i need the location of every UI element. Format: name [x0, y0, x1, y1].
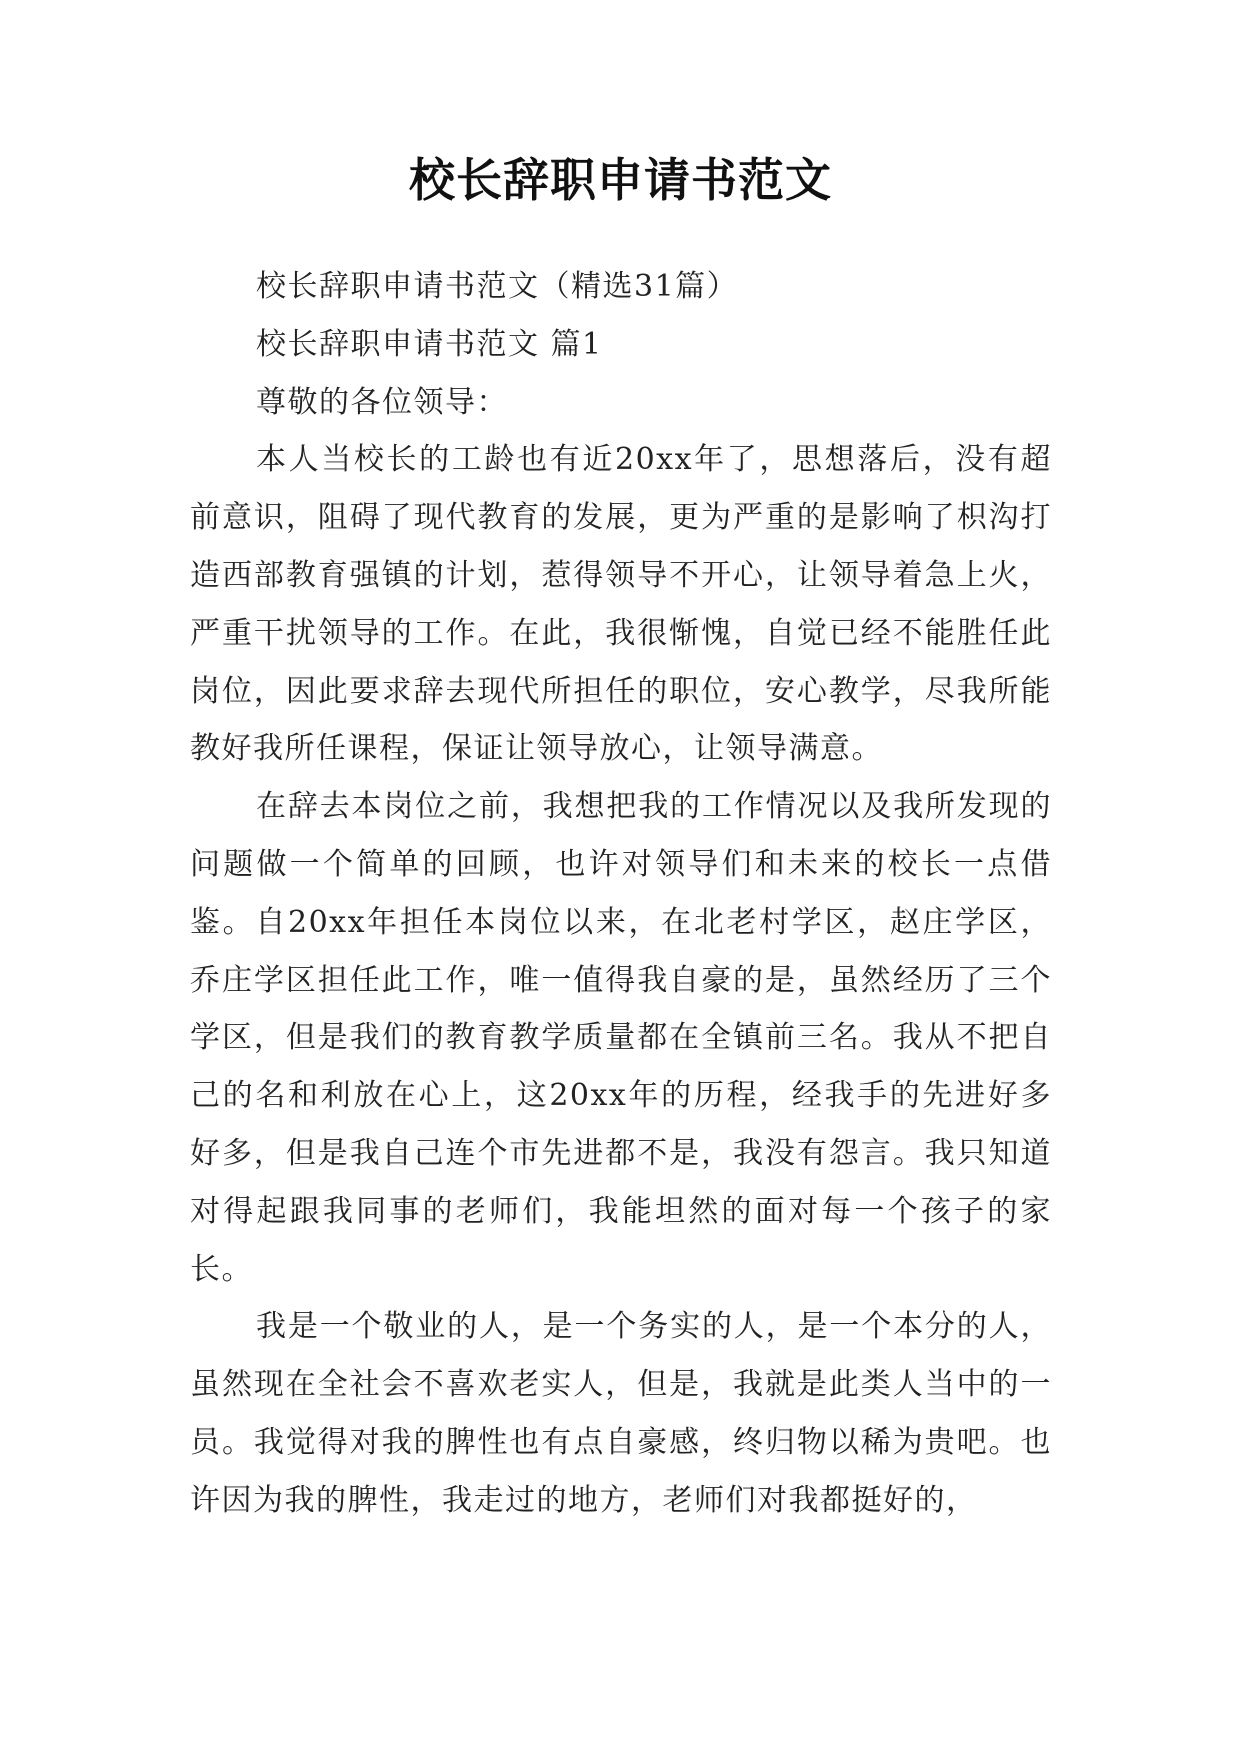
document-title: 校长辞职申请书范文	[409, 153, 832, 207]
document-subtitle: 校长辞职申请书范文（精选31篇）	[256, 269, 739, 304]
document-body	[190, 258, 1052, 1530]
body-paragraph: 本人当校长的工龄也有近20xx年了，思想落后，没有超前意识，阻碍了现代教育的发展，更为严重的是影响了枳沟打造西部教育强镇的计划，惹得领导不开心，让领导着急上火，严重干扰领导的工作。在此，我很惭愧，自觉已经不能胜任此岗位，因此要求辞去现代所担任的职位，安心教学，尽我所能教好我所任课程，保证让领导放心，让领导满意。	[190, 442, 1052, 767]
salutation: 尊敬的各位领导：	[256, 384, 508, 420]
body-paragraph: 我是一个敬业的人，是一个务实的人，是一个本分的人，虽然现在全社会不喜欢老实人，但是，我就是此类人当中的一员。我觉得对我的脾性也有点自豪感，终归物以稀为贵吧。也许因为我的脾性，我走过的地方，老师们对我都挺好的，	[190, 1309, 1052, 1518]
section-heading: 校长辞职申请书范文 篇1	[256, 326, 603, 362]
body-paragraph: 在辞去本岗位之前，我想把我的工作情况以及我所发现的问题做一个简单的回顾，也许对领导们和未来的校长一点借鉴。自20xx年担任本岗位以来，在北老村学区，赵庄学区，乔庄学区担任此工作，唯一值得我自豪的是，虽然经历了三个学区，但是我们的教育教学质量都在全镇前三名。我从不把自己的名和利放在心上，这20xx年的历程，经我手的先进好多好多，但是我自己连个市先进都不是，我没有怨言。我只知道对得起跟我同事的老师们，我能坦然的面对每一个孩子的家长。	[190, 789, 1052, 1287]
